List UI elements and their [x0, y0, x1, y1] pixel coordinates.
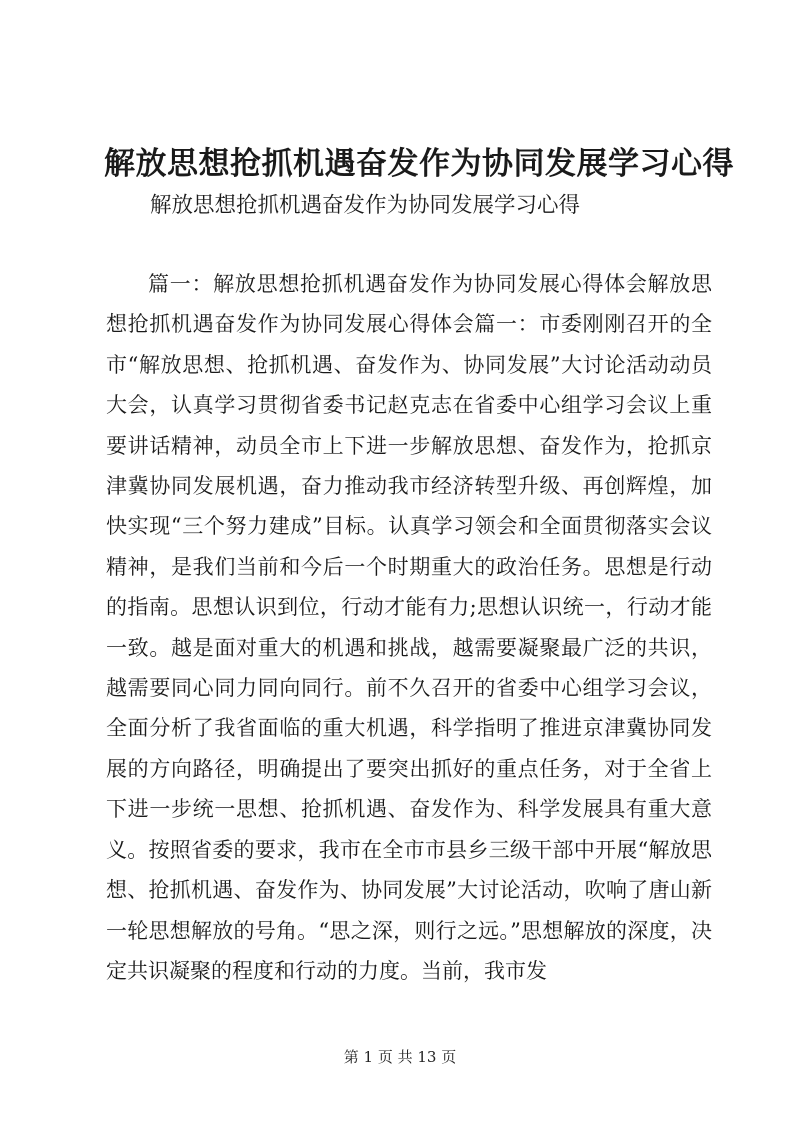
document-title: 解放思想抢抓机遇奋发作为协同发展学习心得 [104, 146, 734, 182]
page-footer: 第 1 页 共 13 页 [343, 1048, 457, 1066]
body-paragraph: 篇一：解放思想抢抓机遇奋发作为协同发展心得体会解放思想抢抓机遇奋发作为协同发展心得体会篇一：市委刚刚召开的全市“解放思想、抢抓机遇、奋发作为、协同发展”大讨论活动动员大会，认真学习贯彻省委书记赵克志在省委中心组学习会议上重要讲话精神，动员全市上下进一步解放思想、奋发作为，抢抓京津冀协同发展机遇，奋力推动我市经济转型升级、再创辉煌，加快实现“三个努力建成”目标。认真学习领会和全面贯彻落实会议精神，是我们当前和今后一个时期重大的政治任务。思想是行动的指南。思想认识到位，行动才能有力;思想认识统一，行动才能一致。越是面对重大的机遇和挑战，越需要凝聚最广泛的共识，越需要同心同力同向同行。前不久召开的省委中心组学习会议，全面分析了我省面临的重大机遇，科学指明了推进京津冀协同发展的方向路径，明确提出了要突出抓好的重点任务，对于全省上下进一步统一思想、抢抓机遇、奋发作为、科学发展具有重大意义。按照省委的要求，我市在全市市县乡三级干部中开展“解放思想、抢抓机遇、奋发作为、协同发展”大讨论活动，吹响了唐山新一轮思想解放的号角。“思之深，则行之远。”思想解放的深度，决定共识凝聚的程度和行动的力度。当前，我市发 [106, 272, 712, 983]
document-subtitle: 解放思想抢抓机遇奋发作为协同发展学习心得 [150, 193, 581, 218]
